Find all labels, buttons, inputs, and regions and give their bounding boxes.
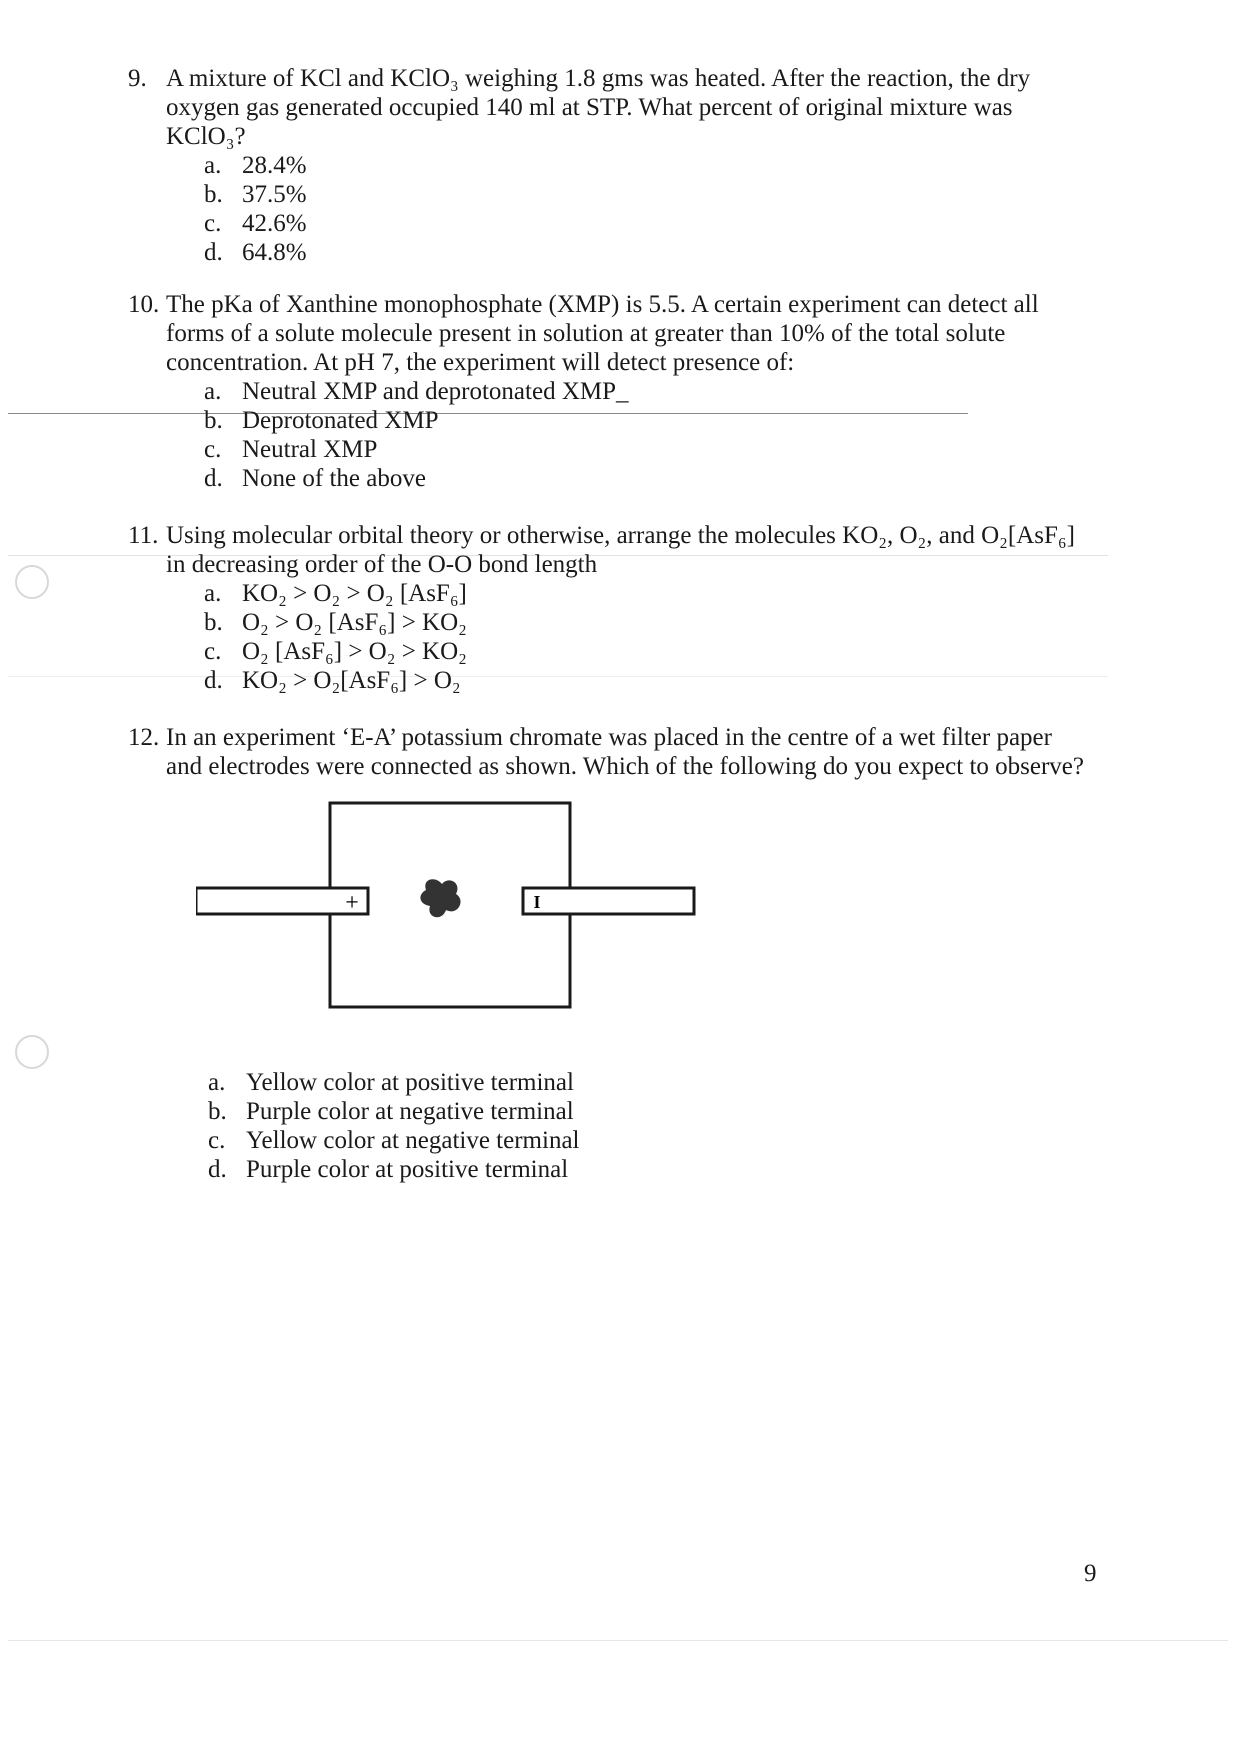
option-item	[208, 1097, 1088, 1126]
question-text: In an experiment ‘E-A’ potassium chromate was placed in the centre of a wet filter paper and electrodes were connected as shown. Which of the following do you expect to observe?	[166, 724, 1084, 780]
option-item	[204, 637, 1088, 666]
options-list	[204, 377, 1088, 493]
option-text: 28.4%	[242, 152, 307, 179]
punch-hole-icon	[15, 565, 49, 599]
options-list	[208, 1068, 1088, 1184]
question-text: The pKa of Xanthine monophosphate (XMP) is 5.5. A certain experiment can detect all forms of a solute molecule present in solution at greater than 10% of the total solute concentration. At pH 7, the experiment will detect presence of:	[166, 291, 1039, 376]
option-item	[208, 1068, 1088, 1097]
option-text: KO₂ > O₂ > O₂ [AsF₆]	[242, 580, 467, 607]
option-letter: c.	[204, 210, 222, 237]
options-list	[204, 579, 1088, 695]
question-12-options	[128, 1068, 1088, 1184]
option-letter: d.	[204, 667, 223, 694]
option-text: 42.6%	[242, 210, 307, 237]
question-12	[128, 723, 1088, 781]
option-letter: d.	[208, 1156, 227, 1183]
option-text: Purple color at negative terminal	[246, 1098, 574, 1125]
question-10	[128, 290, 1088, 493]
option-letter: c.	[204, 436, 222, 463]
negative-electrode	[523, 888, 694, 914]
option-text: KO₂ > O₂[AsF₆] > O₂	[242, 667, 461, 694]
option-item	[204, 406, 1088, 435]
positive-electrode	[196, 888, 368, 914]
option-letter: b.	[208, 1098, 227, 1125]
option-text: 37.5%	[242, 181, 307, 208]
question-number: 11.	[128, 522, 159, 549]
options-list	[204, 151, 1088, 267]
question-11	[128, 521, 1088, 695]
page-number: 9	[1084, 1560, 1097, 1587]
option-text: O₂ [AsF₆] > O₂ > KO₂	[242, 638, 467, 665]
option-letter: a.	[208, 1069, 226, 1096]
option-item	[204, 666, 1088, 695]
option-item	[204, 464, 1088, 493]
scan-artifact-line	[8, 1640, 1228, 1641]
question-text: Using molecular orbital theory or otherwise, arrange the molecules KO₂, O₂, and O₂[AsF₆] in decreasing order of the O-O bond length	[166, 522, 1075, 578]
option-item	[204, 209, 1088, 238]
option-item	[208, 1126, 1088, 1155]
option-item	[204, 377, 1088, 406]
option-letter: c.	[204, 638, 222, 665]
option-item	[204, 579, 1088, 608]
option-text: 64.8%	[242, 239, 307, 266]
option-text: O₂ > O₂ [AsF₆] > KO₂	[242, 609, 467, 636]
option-item	[204, 180, 1088, 209]
question-text: A mixture of KCl and KClO₃ weighing 1.8 gms was heated. After the reaction, the dry oxygen gas generated occupied 140 ml at STP. What percent of original mixture was KClO₃?	[166, 65, 1031, 150]
option-letter: d.	[204, 465, 223, 492]
option-letter: a.	[204, 152, 222, 179]
positive-terminal-label: +	[345, 890, 359, 916]
option-letter: a.	[204, 378, 222, 405]
option-text: None of the above	[242, 465, 426, 492]
option-letter: c.	[208, 1127, 226, 1154]
option-letter: b.	[204, 609, 223, 636]
option-letter: b.	[204, 181, 223, 208]
option-text: Yellow color at negative terminal	[246, 1127, 580, 1154]
question-number: 12.	[128, 724, 160, 751]
option-letter: a.	[204, 580, 222, 607]
option-item	[204, 151, 1088, 180]
option-letter: b.	[204, 407, 223, 434]
option-item	[204, 608, 1088, 637]
question-number: 10.	[128, 291, 160, 318]
option-text: Purple color at positive terminal	[246, 1156, 569, 1183]
potassium-chromate-spot	[420, 879, 460, 917]
option-item	[204, 435, 1088, 464]
option-item	[204, 238, 1088, 267]
question-9	[128, 64, 1088, 267]
question-number: 9.	[128, 65, 147, 92]
option-letter: d.	[204, 239, 223, 266]
option-text: Neutral XMP	[242, 436, 378, 463]
option-item	[208, 1155, 1088, 1184]
option-text: Neutral XMP and deprotonated XMP_	[242, 378, 629, 405]
negative-terminal-label: I	[533, 892, 541, 912]
option-text: Deprotonated XMP	[242, 407, 439, 434]
option-text: Yellow color at positive terminal	[246, 1069, 574, 1096]
punch-hole-icon	[15, 1035, 49, 1069]
electrophoresis-diagram	[196, 800, 696, 1010]
